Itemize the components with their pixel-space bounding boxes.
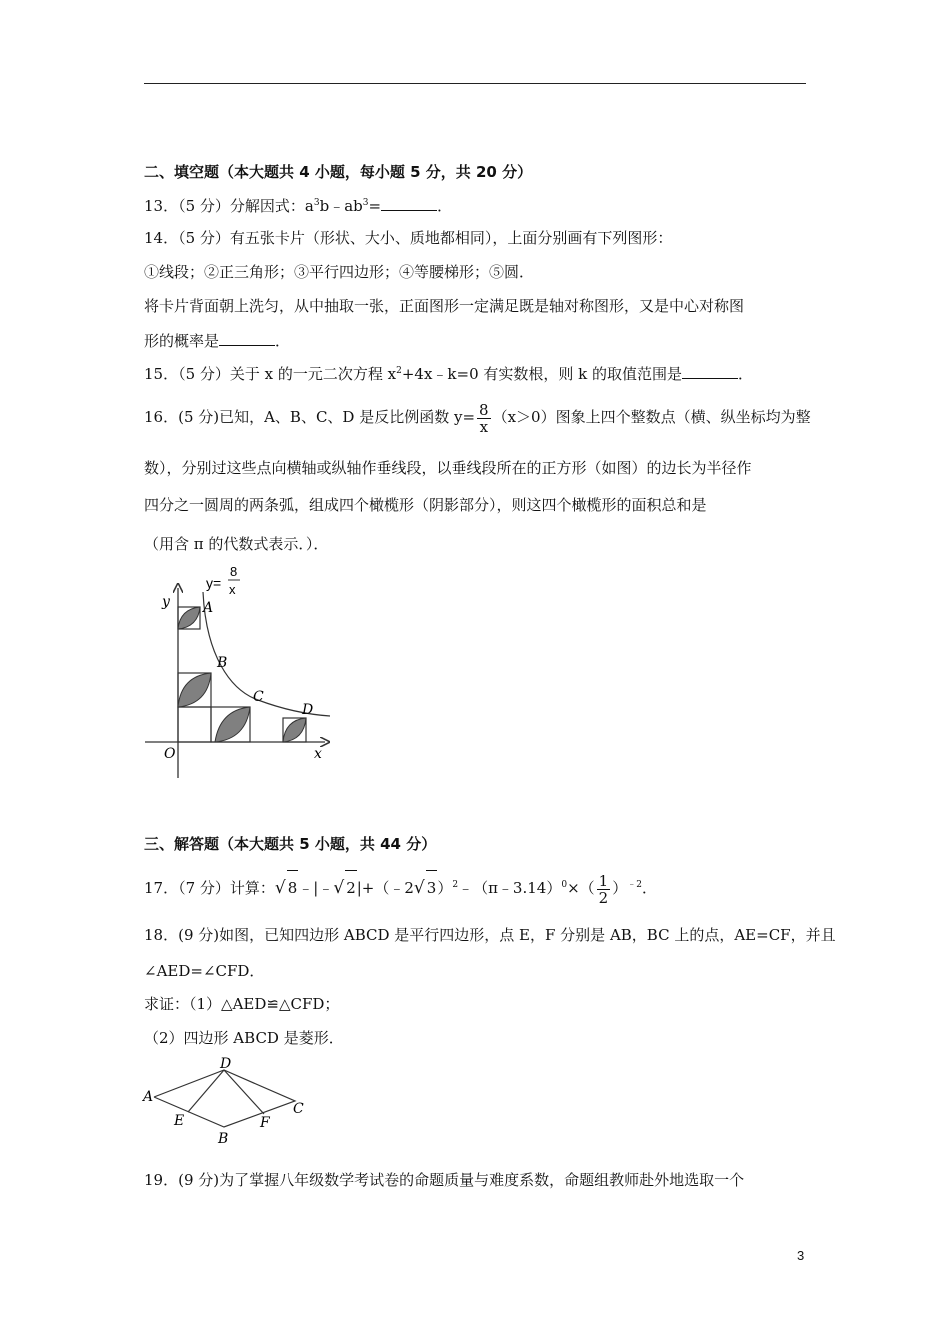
olive-shape-b: [178, 673, 211, 707]
vertex-c-label: C: [293, 1101, 304, 1117]
vertex-b-label: B: [218, 1131, 229, 1147]
question-18-line1: 18．(9 分)如图，已知四边形 ABCD 是平行四边形，点 E，F 分别是 AB，BC 上的点，AE=CF，并且: [144, 926, 836, 944]
question-14-line1: 14．（5 分）有五张卡片（形状、大小、质地都相同），上面分别画有下列图形：: [144, 229, 673, 247]
question-16-line2: 数），分别过这些点向横轴或纵轴作垂线段，以垂线段所在的正方形（如图）的边长为半径作: [144, 459, 752, 477]
question-16-line4: （用含 π 的代数式表示．）．: [144, 535, 329, 553]
question-14-line4: 形的概率是 ．: [144, 332, 291, 350]
vertex-a-label: A: [143, 1089, 154, 1105]
rhombus-figure: [140, 1055, 315, 1150]
question-18-line2: ∠AED=∠CFD．: [144, 962, 265, 980]
function-label: y=: [206, 575, 222, 591]
answer-blank: [682, 364, 738, 379]
question-18-line3: 求证：（1）△AED≌△CFD；: [144, 995, 340, 1013]
question-13: 13．（5 分）分解因式：$a^3b﹣ab^3=$ ．: [144, 197, 453, 215]
vertex-d-label: D: [220, 1056, 232, 1072]
question-17: 17．（7 分）计算：√ 8﹣|﹣√ 2|+（﹣2√ 3）$^2$﹣（π﹣3.14）$^0$×（ $\frac{1}{2}$ ）$^{﹣2}$．: [144, 871, 657, 907]
question-18-line4: （2）四边形 ABCD 是菱形．: [144, 1029, 344, 1047]
olive-shape-a: [178, 607, 200, 629]
section-heading-solutions: 三、解答题（本大题共 5 小题，共 44 分）: [144, 835, 437, 853]
answer-blank: [381, 196, 437, 211]
fraction-8-over-x: $\frac{8}{x}$: [479, 400, 489, 436]
inverse-function-figure: [140, 560, 340, 785]
section-heading-fill-in: 二、填空题（本大题共 4 小题，每小题 5 分，共 20 分）: [144, 163, 533, 181]
point-b-label: B: [217, 655, 228, 671]
svg-text:8: 8: [230, 564, 238, 579]
point-d-label: D: [302, 702, 314, 718]
origin-label: O: [164, 746, 176, 762]
answer-blank: [219, 331, 275, 346]
olive-shape-c: [215, 707, 250, 742]
point-f-label: F: [260, 1115, 270, 1131]
point-a-label: A: [203, 600, 214, 616]
x-axis-label: x: [314, 746, 322, 762]
question-14-line3: 将卡片背面朝上洗匀，从中抽取一张，正面图形一定满足既是轴对称图形，又是中心对称图: [144, 297, 745, 315]
hyperbola-curve: [203, 592, 330, 716]
y-axis-label: y: [162, 594, 170, 610]
point-e-label: E: [174, 1113, 185, 1129]
question-16-line3: 四分之一圆周的两条弧，组成四个橄榄形（阴影部分），则这四个橄榄形的面积总和是: [144, 496, 707, 514]
question-14-line2: ①线段；②正三角形；③平行四边形；④等腰梯形；⑤圆．: [144, 263, 535, 281]
olive-shape-d: [283, 718, 306, 742]
fraction-one-half: $\frac{1}{2}$: [598, 871, 609, 907]
point-c-label: C: [253, 689, 264, 705]
header-rule: [144, 83, 806, 84]
svg-text:x: x: [229, 582, 236, 597]
page-number: 3: [797, 1248, 805, 1263]
question-15: 15．（5 分）关于 x 的一元二次方程 $x^2+4x﹣k=0$ 有实数根，则 k 的取值范围是 ．: [144, 365, 754, 383]
question-19-line1: 19．(9 分)为了掌握八年级数学考试卷的命题质量与难度系数，命题组教师赴外地选取一个: [144, 1171, 745, 1189]
question-16-line1: 16．(5 分)已知，A、B、C、D 是反比例函数 y= $\frac{8}{x}$ （x＞0）图象上四个整数点（横、纵坐标均为整: [144, 400, 811, 436]
